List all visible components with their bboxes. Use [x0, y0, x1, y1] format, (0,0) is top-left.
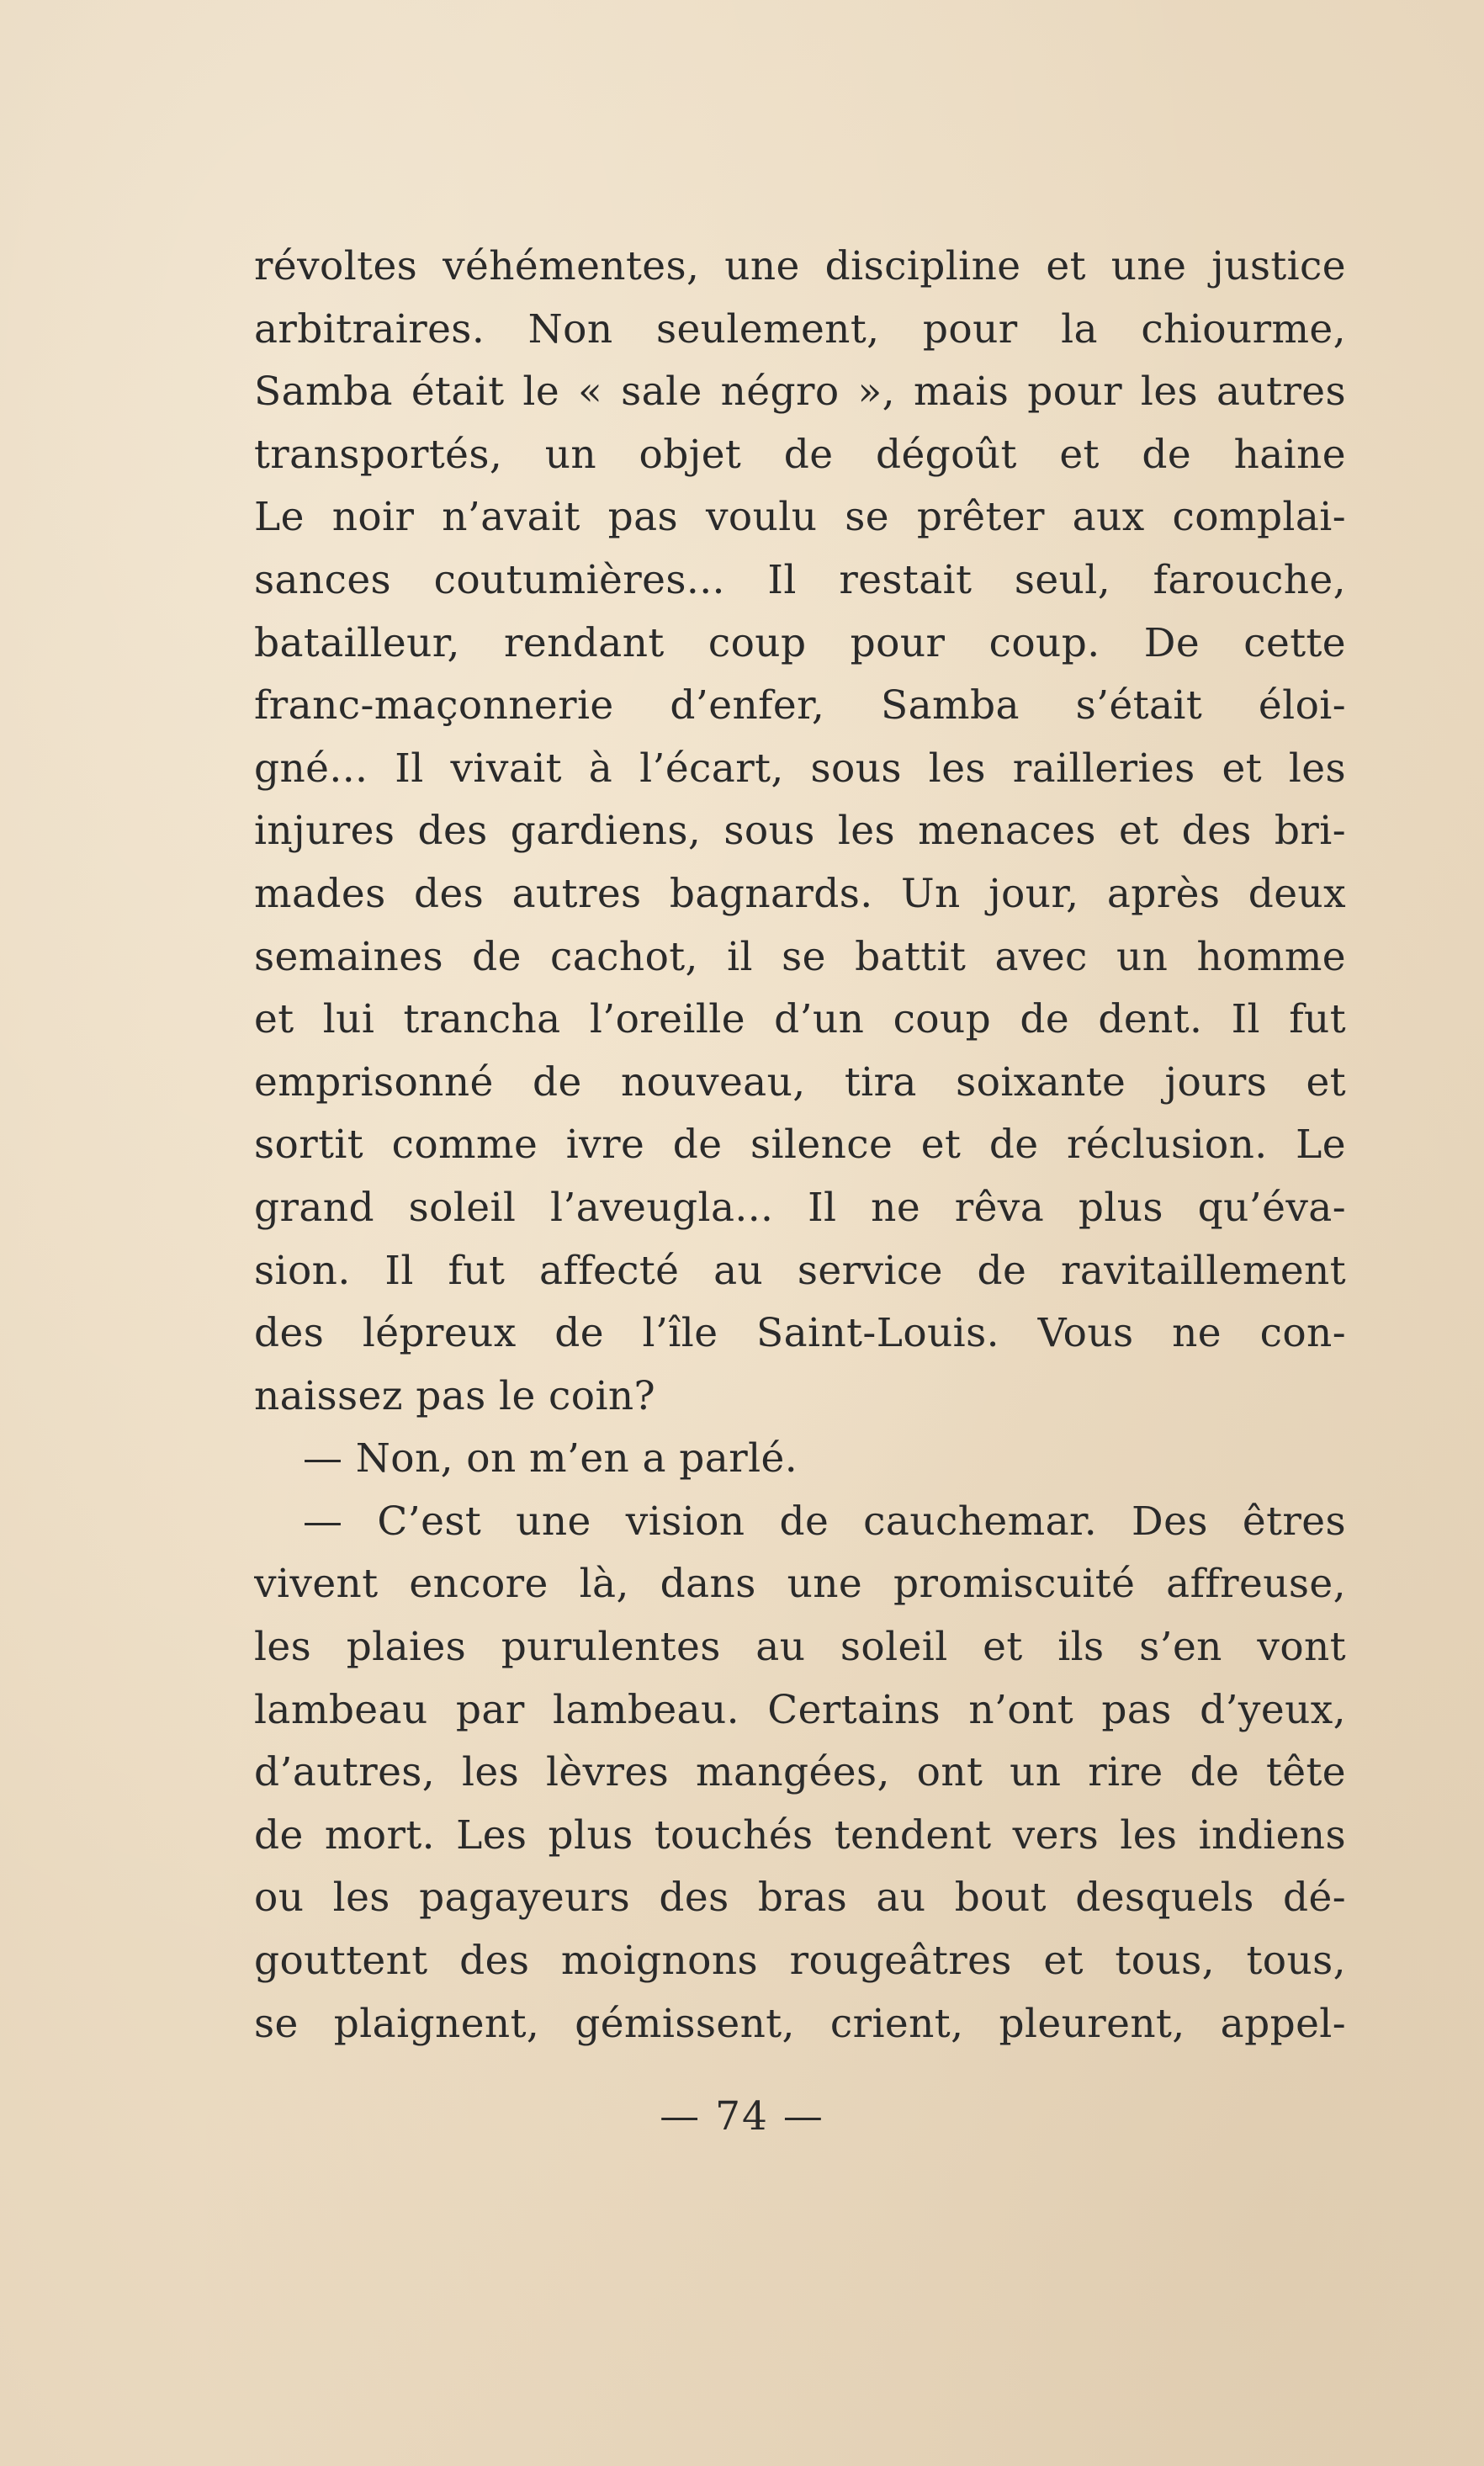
text-line: se plaignent, gémissent, crient, pleurent, appel- [254, 2000, 1346, 2047]
text-line: lambeau par lambeau. Certains n’ont pas d’yeux, [254, 1686, 1346, 1733]
text-line: naissez pas le coin? [254, 1372, 656, 1419]
text-line: vivent encore là, dans une promiscuité affreuse, [254, 1561, 1346, 1608]
text-line: sances coutumières... Il restait seul, farouche, [254, 556, 1346, 603]
text-line: emprisonné de nouveau, tira soixante jours et [254, 1058, 1346, 1106]
text-line: de mort. Les plus touchés tendent vers les indiens [254, 1811, 1346, 1859]
text-line: arbitraires. Non seulement, pour la chiourme, [254, 305, 1346, 353]
text-line: franc-maçonnerie d’enfer, Samba s’était éloi- [254, 682, 1346, 729]
dialogue-line: — C’est une vision de cauchemar. Des êtres [303, 1498, 1346, 1545]
text-line: ou les pagayeurs des bras au bout desquels dé- [254, 1875, 1346, 1922]
text-line: gouttent des moignons rougeâtres et tous, tous, [254, 1938, 1346, 1985]
body-text [254, 236, 1346, 2055]
text-line: et lui trancha l’oreille d’un coup de dent. Il fut [254, 996, 1346, 1043]
text-line: les plaies purulentes au soleil et ils s’en vont [254, 1624, 1346, 1671]
text-line: transportés, un objet de dégoût et de haine [254, 431, 1346, 478]
text-line: gné... Il vivait à l’écart, sous les railleries et les [254, 745, 1346, 792]
dialogue-line: — Non, on m’en a parlé. [303, 1435, 798, 1482]
text-line: semaines de cachot, il se battit avec un homme [254, 933, 1346, 980]
text-line: sion. Il fut affecté au service de ravitaillement [254, 1247, 1346, 1294]
text-line: Samba était le « sale négro », mais pour les autres [254, 369, 1346, 416]
page-number: — 74 — [660, 2093, 824, 2140]
text-line: batailleur, rendant coup pour coup. De cette [254, 619, 1346, 666]
text-line: des lépreux de l’île Saint-Louis. Vous ne con- [254, 1310, 1346, 1357]
text-line: mades des autres bagnards. Un jour, après deux [254, 870, 1346, 917]
text-line: Le noir n’avait pas voulu se prêter aux complai- [254, 494, 1346, 541]
text-line: grand soleil l’aveugla... Il ne rêva plus qu’éva- [254, 1184, 1346, 1231]
text-line: sortit comme ivre de silence et de réclusion. Le [254, 1122, 1346, 1169]
text-line: révoltes véhémentes, une discipline et une justice [254, 243, 1346, 289]
text-line: d’autres, les lèvres mangées, ont un rire de tête [254, 1749, 1346, 1796]
text-line: injures des gardiens, sous les menaces et des bri- [254, 808, 1346, 855]
